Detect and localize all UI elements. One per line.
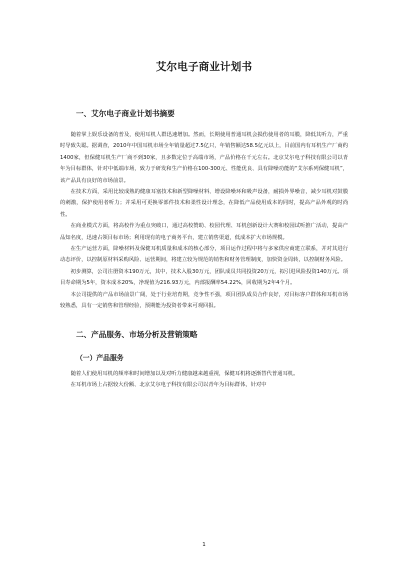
summary-paragraph-1: 随着掌上娱乐设备的普及，使用耳机人群迅速增加。然而，长期使用普通耳机会损伤使用者的耳膜，降低其听力，严重时导致失聪。据调查，2010年中国耳机市场全年销量超过7.5亿只，年销售额达58.5亿元以上，目前国内有耳机生产厂商约1400家，但保健耳机生产厂商不到30家，且多数定位于高端市场，产品价格在千元左右。北京艾尔电子科技有限公司以青年为目标群体，针对中低端市场，致力于研发和生产价格在100-300元、性能优良、具有降噪功能的“艾尔系列保健耳机”，该产品具有良好的市场前景。 <box>60 132 348 184</box>
section-heading-summary: 一、艾尔电子商业计划书摘要 <box>76 109 175 118</box>
summary-paragraph-6: 本公司提供的产品市场前景广阔，处于行业培育期，竞争性不强，项目团队成员合作良好，对目标客户群体和耳机市场较熟悉，具有一定销售和管理经验，预期能为投资者带来可观回报。 <box>60 291 348 310</box>
subsection-heading-product: （一）产品服务 <box>76 353 124 362</box>
page-number: 1 <box>202 542 206 548</box>
summary-paragraph-3: 在商业模式方面，将高校作为重点突破口，通过高校赞助、校园代理、耳机创新设计大赛和校园试听推广活动，提高产品知名度，迅速占领目标市场；利用现有的电子商务平台，建立销售渠道，低成本扩大市场规模。 <box>60 223 348 241</box>
summary-paragraph-5: 初步测算，公司注册资本190万元，其中，技术入股30万元，团队成员共同投资20万元，拟引进风险投资140万元。项目寿命期为5年，资本成本20%，净现值为216.93万元，内部报酬率54.22%，回收期为2年4个月。 <box>60 268 348 287</box>
product-paragraph-1: 随着人们使用耳机的频率和时间增加以及对听力健康越来越重视，保健耳机将逐渐替代普通耳机。 <box>70 370 299 377</box>
summary-paragraph-2: 在技术方面，采用比较成熟的健康耳塞技术和新型降噪材料、增设降噪环和吸声设备，耐损外界噪音，减少耳机对鼓膜的刺激，保护使用者听力；并采用可更换零部件技术和柔性设计理念，在降低产品使用成本的同时，提高产品外观的时尚性。 <box>60 189 348 218</box>
document-title: 艾尔电子商业计划书 <box>155 61 253 73</box>
product-paragraph-2: 在耳机市场上占据较大份额、北京艾尔电子科技有限公司以青年为目标群体，针对中 <box>70 381 267 388</box>
summary-paragraph-4: 在生产运营方面，降噪材料及保健耳机质量和成本的核心部分，项目运作过程中将与多家供应商建立联系，并对其进行动态评价，以控制原材料采购风险、运营期间，将建立较为规范的销售和财务管理制度，加快资金周转，以控制财务风险。 <box>60 246 348 264</box>
section-heading-market: 二、产品服务、市场分析及营销策略 <box>76 329 198 339</box>
